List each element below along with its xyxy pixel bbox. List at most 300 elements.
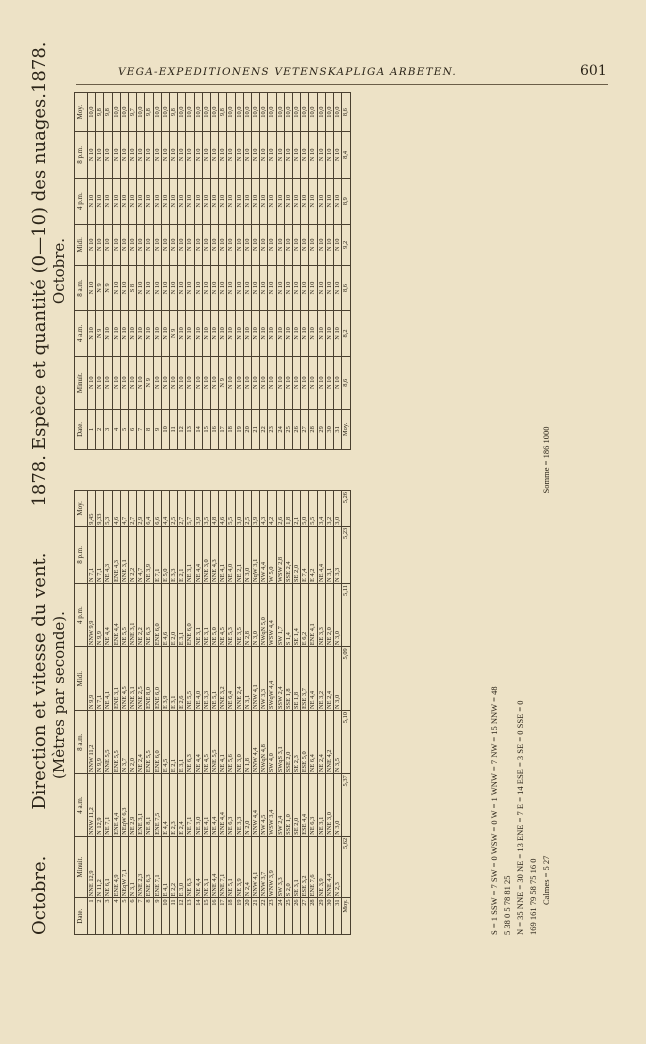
cloud-value-cell: S 8 [129,265,137,310]
cloud-mean-cell: Moy. [342,409,350,449]
wind-value-cell: NE 3,9 [235,836,243,898]
wind-value-cell: NE 4,0 [194,647,202,711]
cloud-value-cell: N 10 [325,178,333,224]
cloud-date-cell: 18 [227,409,235,449]
cloud-value-cell: N 10 [137,311,145,356]
wind-value-cell: N 1,8 [243,711,251,774]
cloud-value-cell: N 10 [243,356,251,409]
wind-value-cell: NNE 3,0 [325,774,333,837]
wind-header-cell: Moy. [75,491,88,527]
wind-date-cell: 6 [129,898,137,935]
wind-value-cell: N 9,9 [88,647,96,711]
cloud-date-cell: 12 [178,409,186,449]
cloud-value-cell: N 10 [260,132,268,178]
cloud-row [202,93,210,450]
wind-value-cell: NE 5,5 [120,584,128,647]
cloud-value-cell: N 10 [325,265,333,310]
cloud-value-cell: N 10 [96,178,104,224]
cloud-value-cell: N 10 [129,311,137,356]
wind-value-cell: NE 3,5 [235,584,243,647]
cloud-value-cell: 10,0 [112,93,120,132]
wind-value-cell: ESE 5,0 [301,711,309,774]
wind-value-cell: N 9,9 [96,584,104,647]
cloud-value-cell: N 10 [129,356,137,409]
cloud-value-cell: N 10 [276,311,284,356]
wind-date-cell: 28 [309,898,317,935]
cloud-value-cell: N 10 [227,311,235,356]
wind-value-cell: N 3,0 [334,647,342,711]
wind-value-cell: SW 2,4 [276,774,284,837]
cloud-value-cell: 10,0 [137,93,145,132]
cloud-row [145,93,153,450]
wind-value-cell: 4,4 [161,491,169,527]
cloud-value-cell: N 10 [137,132,145,178]
cloud-row [317,93,325,450]
wind-value-cell: E 4,6 [161,584,169,647]
wind-value-cell: NE 5,1 [227,836,235,898]
wind-value-cell: E 2,1 [178,526,186,583]
cloud-date-cell: 19 [235,409,243,449]
cloud-row [219,93,227,450]
wind-value-cell: NE 4,4 [104,584,112,647]
header-rule [76,84,608,85]
cloud-value-cell: N 10 [145,224,153,265]
wind-value-cell: NqW 3,1 [252,526,260,583]
cloud-value-cell: N 10 [170,265,178,310]
wind-value-cell: ENE 4,4 [112,774,120,837]
cloud-value-cell: N 10 [161,178,169,224]
cloud-date-cell: 23 [268,409,276,449]
cloud-value-cell: N 9 [170,311,178,356]
cloud-value-cell: 10,0 [268,93,276,132]
cloud-header-cell: 4 a.m. [75,311,88,356]
cloud-value-cell: 10,0 [88,93,96,132]
wind-date-cell: 14 [194,898,202,935]
cloud-date-cell: 22 [260,409,268,449]
cloud-value-cell: N 10 [129,132,137,178]
wind-value-cell: NE 7,1 [186,774,194,837]
wind-value-cell: NE 4,5 [202,711,210,774]
wind-row [194,491,202,935]
wind-value-cell: N 2,2 [129,526,137,583]
wind-value-cell: ENE 4,3 [112,526,120,583]
wind-value-cell: NE 2,9 [129,774,137,837]
wind-row [137,491,145,935]
wind-value-cell: SE 2,0 [293,774,301,837]
wind-date-cell: 24 [276,898,284,935]
cloud-value-cell: N 10 [88,224,96,265]
wind-value-cell: 6,4 [145,491,153,527]
wind-date-cell: 17 [219,898,227,935]
wind-value-cell: NE 4,4 [194,526,202,583]
cloud-value-cell: N 10 [112,356,120,409]
cloud-title: Espèce et quantité (0—10) des nuages. [29,93,50,450]
wind-value-cell: 2,5 [170,491,178,527]
wind-value-cell: NNE 3,2 [219,647,227,711]
cloud-value-cell: N 10 [317,311,325,356]
cloud-value-cell: N 10 [268,132,276,178]
cloud-date-cell: 24 [276,409,284,449]
wind-value-cell: 3,0 [334,491,342,527]
wind-value-cell: 2,6 [276,491,284,527]
cloud-value-cell: N 10 [161,356,169,409]
cloud-row [153,93,161,450]
wind-value-cell: E 3,1 [178,584,186,647]
cloud-value-cell: N 10 [120,178,128,224]
wind-value-cell: 4,2 [268,491,276,527]
wind-value-cell: SW 4,0 [268,711,276,774]
cloud-value-cell: N 10 [235,178,243,224]
wind-value-cell: NNE 3,1 [129,584,137,647]
wind-value-cell: NE 3,2 [317,647,325,711]
wind-value-cell: NNE 3,1 [129,647,137,711]
wind-value-cell: ENE 6,0 [153,584,161,647]
wind-value-cell: ENE 6,0 [153,647,161,711]
wind-row [309,491,317,935]
wind-value-cell: NE 4,1 [219,711,227,774]
wind-value-cell: 5,5 [309,491,317,527]
wind-row [276,491,284,935]
running-head: VEGA-EXPEDITIONENS VETENSKAPLIGA ARBETEN. [118,66,457,78]
wind-date-cell: 4 [112,898,120,935]
cloud-value-cell: 10,0 [276,93,284,132]
cloud-value-cell: 10,0 [227,93,235,132]
cloud-value-cell: N 10 [211,265,219,310]
cloud-date-cell: 26 [293,409,301,449]
cloud-value-cell: N 10 [186,224,194,265]
wind-value-cell: NWqN 4,8 [260,711,268,774]
cloud-value-cell: N 10 [120,356,128,409]
cloud-row [268,93,276,450]
cloud-value-cell: 9,8 [96,93,104,132]
cloud-date-cell: 20 [243,409,251,449]
wind-row [170,491,178,935]
cloud-value-cell: N 10 [120,311,128,356]
cloud-value-cell: N 10 [129,224,137,265]
cloud-value-cell: N 10 [211,224,219,265]
wind-value-cell: NNW 11,2 [88,711,96,774]
cloud-row [104,93,112,450]
cloud-row [260,93,268,450]
wind-header-cell: Midi. [75,647,88,711]
wind-row [104,491,112,935]
cloud-value-cell: N 10 [260,224,268,265]
cloud-value-cell: N 10 [153,265,161,310]
wind-value-cell: ENE 7,1 [153,836,161,898]
wind-value-cell: ENE 6,0 [186,584,194,647]
wind-month: Octobre. [29,855,50,935]
wind-date-cell: 20 [243,898,251,935]
wind-value-cell: SE 3,1 [293,836,301,898]
wind-header-cell: Date. [75,898,88,935]
cloud-row [211,93,219,450]
cloud-mean-cell: 8,6 [342,265,350,310]
page-number: 601 [580,63,607,79]
cloud-value-cell: 10,0 [202,93,210,132]
cloud-value-cell: N 10 [178,224,186,265]
wind-value-cell: NNE 4,4 [325,836,333,898]
cloud-value-cell: N 10 [243,224,251,265]
cloud-date-cell: 25 [284,409,292,449]
cloud-value-cell: N 10 [276,132,284,178]
cloud-value-cell: N 10 [268,265,276,310]
wind-value-cell: S 2,0 [284,836,292,898]
wind-value-cell: 6,6 [153,491,161,527]
wind-value-cell: NE 4,4 [211,774,219,837]
cloud-date-cell: 7 [137,409,145,449]
wind-value-cell: NE 4,4 [194,836,202,898]
wind-mean-cell: 5,26 [342,491,350,527]
cloud-value-cell: N 10 [252,356,260,409]
wind-value-cell: SW 1,7 [276,584,284,647]
cloud-value-cell: N 10 [194,311,202,356]
cloud-date-cell: 1 [88,409,96,449]
wind-value-cell: SWqS 3,1 [276,711,284,774]
cloud-value-cell: N 10 [104,224,112,265]
cloud-value-cell: N 10 [202,356,210,409]
cloud-value-cell: N 10 [186,356,194,409]
cloud-value-cell: N 9 [96,265,104,310]
wind-value-cell: NNE 4,2 [325,711,333,774]
cloud-value-cell: N 10 [243,265,251,310]
cloud-value-cell: 10,0 [317,93,325,132]
cloud-value-cell: N 10 [301,356,309,409]
cloud-row [112,93,120,450]
cloud-value-cell: 9,8 [145,93,153,132]
wind-value-cell: NE 6,4 [309,711,317,774]
wind-value-cell: NE 6,4 [227,647,235,711]
cloud-value-cell: N 10 [202,178,210,224]
wind-header-cell: 8 p.m. [75,526,88,583]
wind-value-cell: 3,0 [235,491,243,527]
wind-date-cell: 18 [227,898,235,935]
wind-value-cell: NE 6,3 [186,836,194,898]
wind-value-cell: 5,5 [227,491,235,527]
cloud-value-cell: 10,0 [293,93,301,132]
cloud-value-cell: 10,0 [252,93,260,132]
wind-value-cell: NE 4,1 [104,647,112,711]
wind-value-cell: NE 3,1 [202,584,210,647]
wind-value-cell: 5,0 [301,491,309,527]
wind-date-cell: 10 [161,898,169,935]
wind-value-cell: WNW 3,9 [268,836,276,898]
wind-table [74,490,351,935]
cloud-value-cell: N 10 [334,224,342,265]
wind-value-cell: NNE 5,5 [211,711,219,774]
wind-row [293,491,301,935]
wind-value-cell: 3,9 [194,491,202,527]
cloud-value-cell: N 10 [178,178,186,224]
cloud-value-cell: N 10 [161,311,169,356]
cloud-value-cell: N 10 [145,132,153,178]
cloud-row [186,93,194,450]
cloud-value-cell: N 10 [260,178,268,224]
wind-row [145,491,153,935]
cloud-date-cell: 8 [145,409,153,449]
wind-value-cell: N 3,1 [325,526,333,583]
wind-value-cell: NE 6,3 [186,711,194,774]
cloud-value-cell: 10,0 [260,93,268,132]
cloud-value-cell: N 10 [137,356,145,409]
wind-date-cell: 23 [268,898,276,935]
wind-value-cell: NNW 4,4 [252,774,260,837]
cloud-value-cell: 10,0 [334,93,342,132]
cloud-value-cell: N 10 [309,265,317,310]
cloud-value-cell: N 10 [219,265,227,310]
cloud-value-cell: N 10 [120,132,128,178]
wind-date-cell: 2 [96,898,104,935]
cloud-value-cell: N 10 [170,178,178,224]
wind-value-cell: E 4,2 [309,526,317,583]
wind-value-cell: SW 3,3 [276,836,284,898]
cloud-value-cell: N 10 [260,356,268,409]
cloud-value-cell: N 10 [178,132,186,178]
cloud-value-cell: N 10 [129,178,137,224]
cloud-header-cell: 8 p.m. [75,132,88,178]
cloud-row [227,93,235,450]
wind-value-cell: SE 1,4 [293,584,301,647]
cloud-date-cell: 5 [120,409,128,449]
wind-value-cell: ENE 3,1 [112,647,120,711]
cloud-value-cell: N 10 [227,265,235,310]
wind-value-cell: E 5,0 [161,526,169,583]
wind-value-cell: W 5,0 [268,526,276,583]
wind-value-cell: NW 4,4 [260,526,268,583]
cloud-row [252,93,260,450]
cloud-value-cell: N 10 [309,224,317,265]
cloud-value-cell: N 10 [252,311,260,356]
cloud-value-cell: N 10 [276,224,284,265]
cloud-value-cell: 10,0 [325,93,333,132]
cloud-date-cell: 30 [325,409,333,449]
cloud-value-cell: N 10 [235,311,243,356]
cloud-value-cell: 9,8 [219,93,227,132]
wind-value-cell: NNE 7,1 [219,836,227,898]
cloud-value-cell: N 10 [284,224,292,265]
cloud-date-cell: 28 [309,409,317,449]
wind-value-cell: S 1,4 [284,584,292,647]
wind-value-cell: NNE 2,4 [235,647,243,711]
cloud-value-cell: N 10 [161,265,169,310]
wind-date-cell: 15 [202,898,210,935]
wind-value-cell: E 2,2 [170,836,178,898]
wind-row [202,491,210,935]
wind-value-cell: NE 3,9 [145,526,153,583]
cloud-date-cell: 21 [252,409,260,449]
wind-mean-cell: 5,11 [342,584,350,647]
wind-value-cell: NE 3,3 [235,774,243,837]
wind-value-cell: E 2,3 [170,774,178,837]
cloud-value-cell: N 10 [202,311,210,356]
wind-value-cell: N 3,3 [334,526,342,583]
wind-row [120,491,128,935]
wind-title-row [30,455,50,935]
wind-value-cell: ESE 4,4 [301,774,309,837]
wind-value-cell: ESE 3,7 [301,647,309,711]
cloud-value-cell: N 10 [309,178,317,224]
cloud-value-cell: N 10 [202,224,210,265]
cloud-value-cell: N 10 [211,132,219,178]
cloud-value-cell: N 10 [161,224,169,265]
cloud-value-cell: N 10 [309,356,317,409]
wind-value-cell: ENE 7,6 [309,836,317,898]
cloud-value-cell: N 10 [235,356,243,409]
wind-value-cell: NE 3,3 [202,647,210,711]
cloud-value-cell: 10,0 [309,93,317,132]
cloud-value-cell: N 10 [317,224,325,265]
wind-row [211,491,219,935]
cloud-value-cell: N 10 [334,311,342,356]
cloud-mean-cell: 9,2 [342,224,350,265]
cloud-value-cell: N 10 [88,311,96,356]
wind-value-cell: ENE 6,3 [145,836,153,898]
wind-row [186,491,194,935]
cloud-value-cell: N 10 [145,178,153,224]
cloud-value-cell: N 10 [202,265,210,310]
cloud-row [301,93,309,450]
cloud-mean-cell: 8,6 [342,93,350,132]
cloud-row [293,93,301,450]
wind-row [243,491,251,935]
cloud-value-cell: N 10 [317,265,325,310]
wind-row [112,491,120,935]
cloud-row [161,93,169,450]
wind-row [178,491,186,935]
cloud-value-cell: N 10 [276,265,284,310]
wind-value-cell: SE 2,3 [293,711,301,774]
cloud-value-cell: N 10 [112,311,120,356]
wind-value-cell: 3,9 [252,491,260,527]
cloud-row [129,93,137,450]
cloud-value-cell: N 10 [334,265,342,310]
wind-value-cell: NE 3,3 [317,584,325,647]
wind-mean-cell: 5,23 [342,526,350,583]
wind-value-cell: WSW 2,8 [276,526,284,583]
wind-value-cell: SSE 2,0 [284,711,292,774]
wind-value-cell: ENE 5,5 [145,711,153,774]
wind-date-cell: 21 [252,898,260,935]
cloud-value-cell: N 10 [309,132,317,178]
cloud-value-cell: N 10 [260,265,268,310]
cloud-date-cell: 31 [334,409,342,449]
wind-subtitle: (Mètres par seconde). [50,611,68,779]
wind-date-cell: 19 [235,898,243,935]
wind-value-cell: ENE 6,0 [153,711,161,774]
wind-value-cell: NEqW 7,1 [120,836,128,898]
cloud-value-cell: N 10 [194,132,202,178]
cloud-date-cell: 13 [186,409,194,449]
wind-value-cell: N 3,0 [252,584,260,647]
wind-value-cell: NE 3,1 [186,526,194,583]
summary-line-1: S = 1 SSW = 7 SW = 0 WSW = 0 W = 1 WNW = 7 NW = 15 NNW = 48 [489,686,499,935]
wind-value-cell: NE 4,1 [219,526,227,583]
cloud-row [243,93,251,450]
wind-value-cell: 3,5 [202,491,210,527]
cloud-value-cell: N 10 [243,132,251,178]
wind-value-cell: N 2,0 [129,711,137,774]
cloud-value-cell: N 10 [317,356,325,409]
cloud-value-cell: N 10 [268,311,276,356]
wind-value-cell: 3,4 [317,491,325,527]
cloud-value-cell: N 10 [293,311,301,356]
cloud-value-cell: N 10 [104,178,112,224]
wind-value-cell: N 3,1 [129,836,137,898]
wind-value-cell: NE 2,4 [137,711,145,774]
cloud-value-cell: N 10 [252,224,260,265]
cloud-value-cell: 9,7 [129,93,137,132]
wind-value-cell: NE 4,4 [317,526,325,583]
wind-value-cell: N 7,1 [96,647,104,711]
